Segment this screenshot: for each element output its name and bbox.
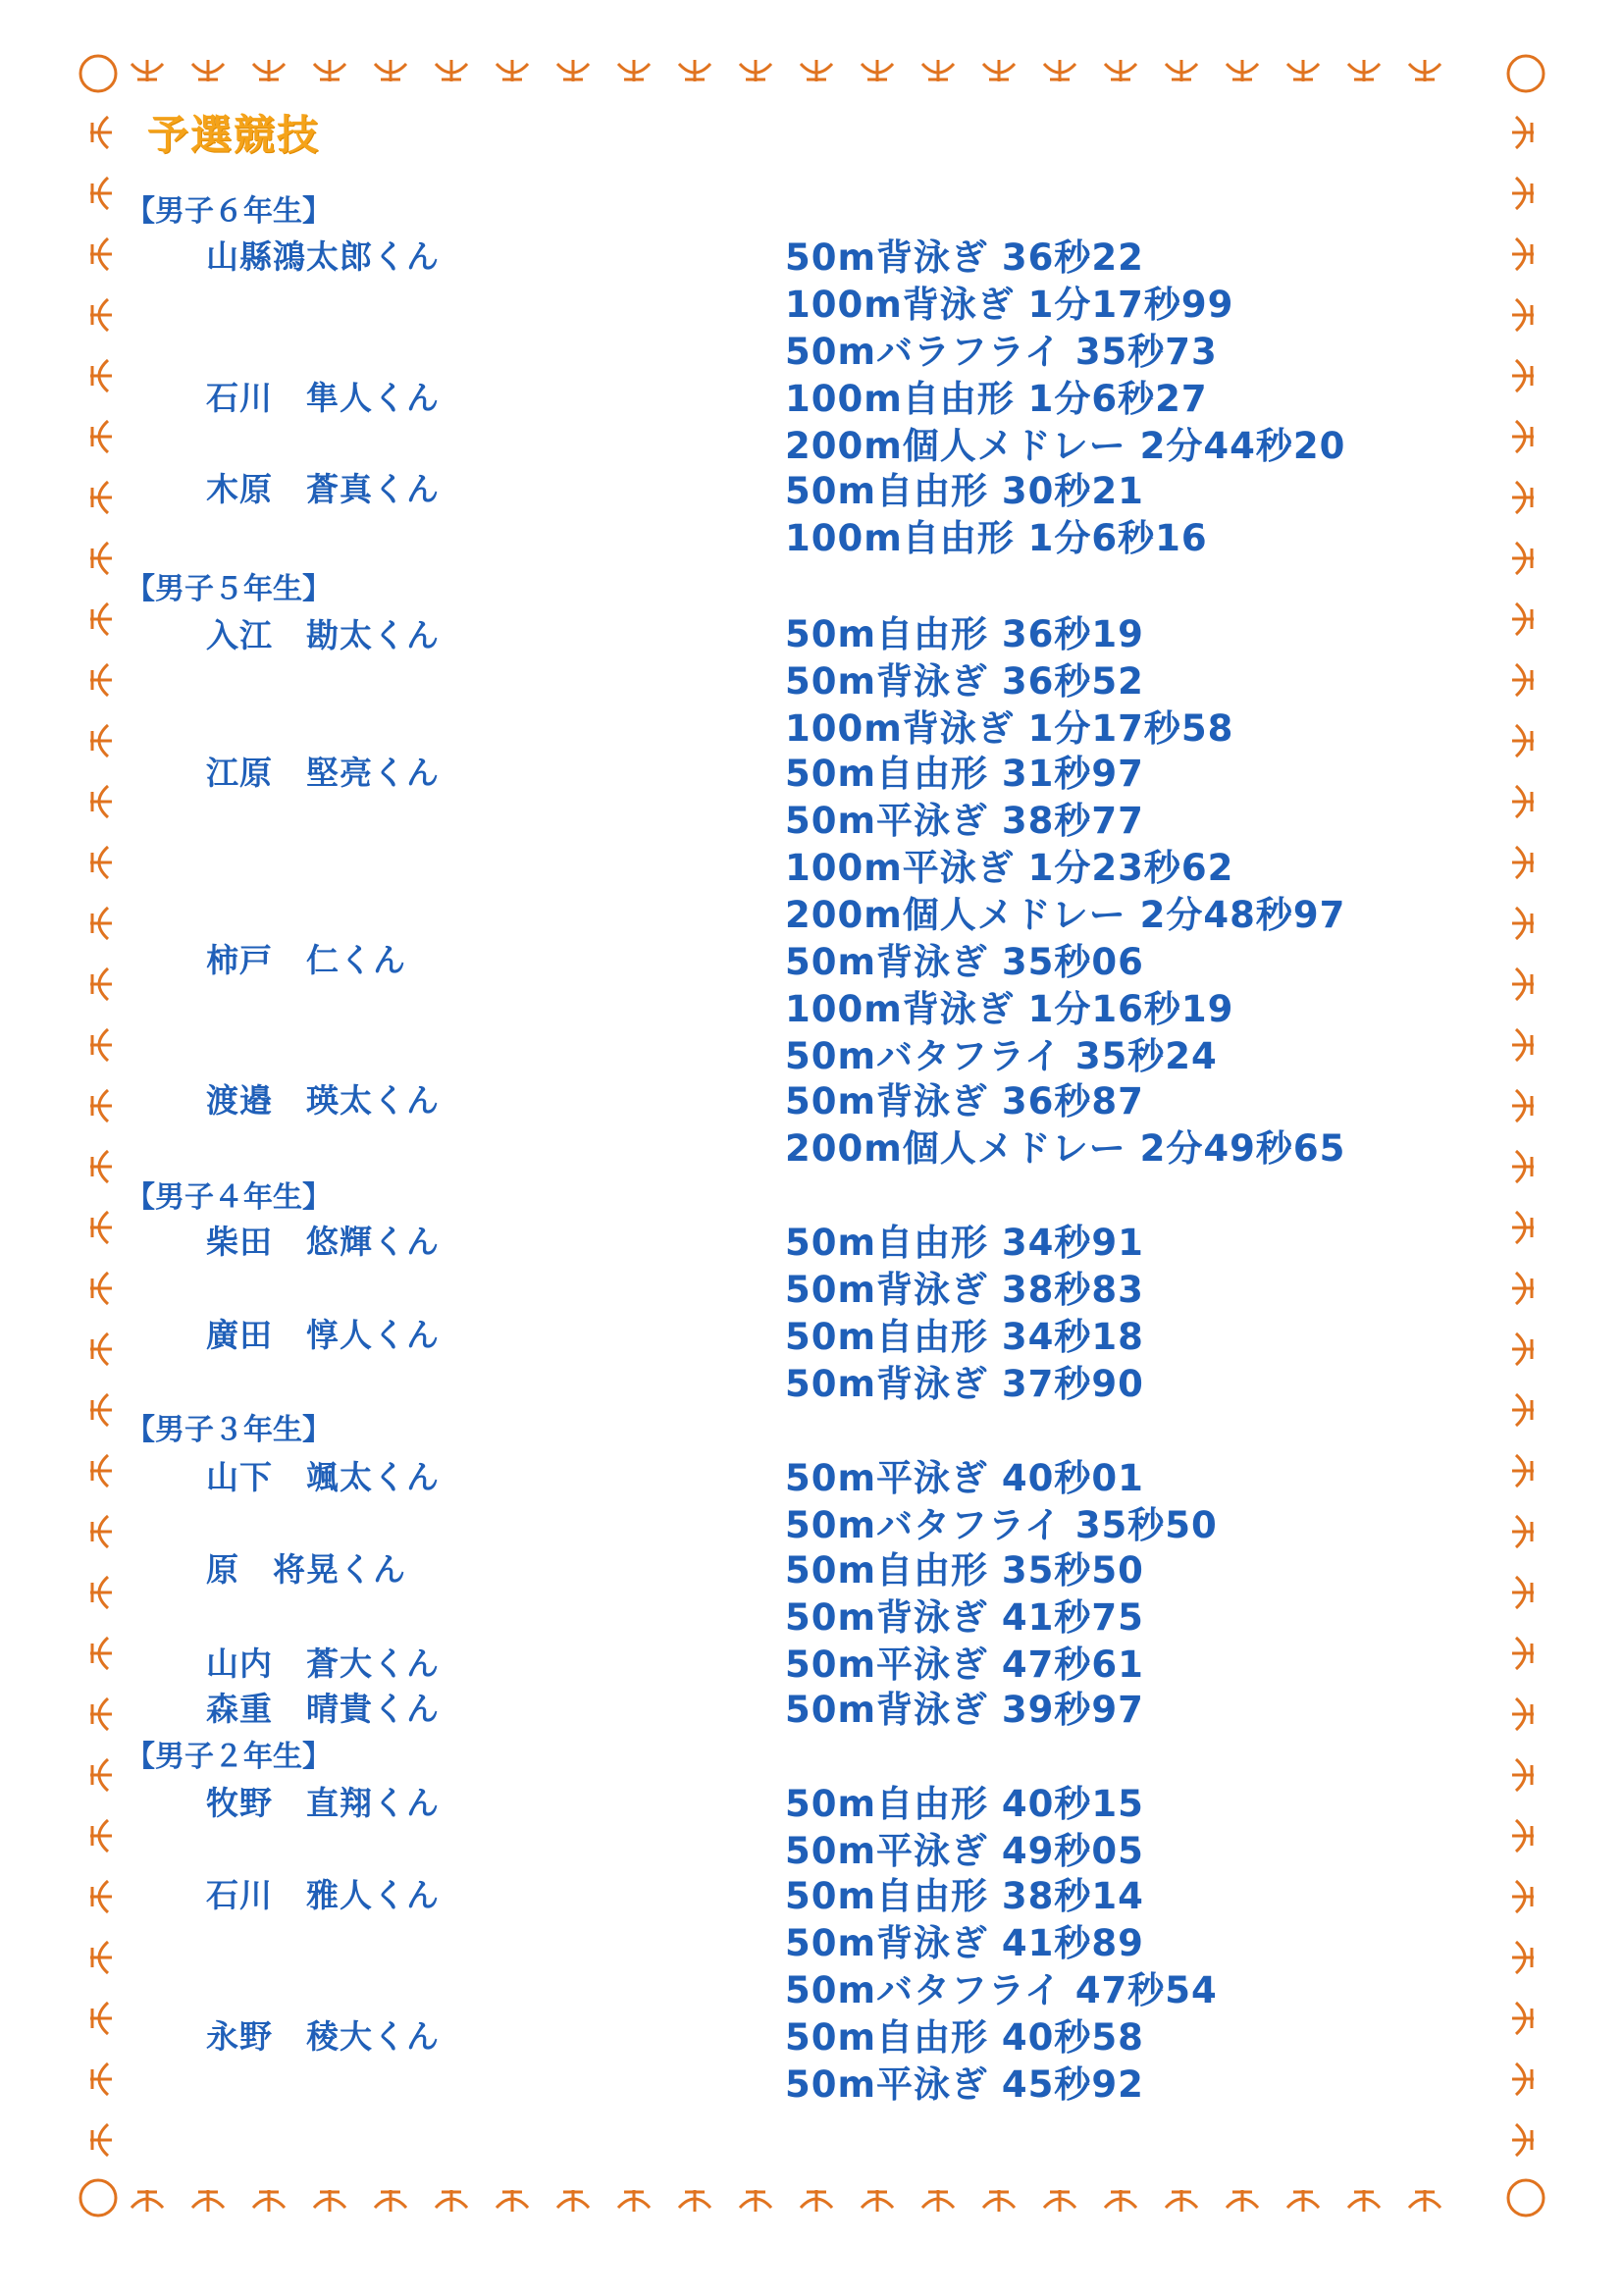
border-ornament	[90, 1151, 112, 1182]
border-ornament	[1512, 482, 1534, 513]
border-ornament	[90, 1759, 112, 1791]
border-ornament	[90, 1577, 112, 1608]
swimmer-result: 50m背泳ぎ 39秒97	[785, 1689, 1144, 1731]
border-ornament	[436, 60, 467, 81]
border-ornament	[679, 2190, 710, 2212]
swimmer-result: 50m平泳ぎ 49秒05	[785, 1830, 1144, 1872]
border-ornament	[90, 2003, 112, 2034]
border-ornament	[1512, 178, 1534, 209]
border-ornament	[90, 2063, 112, 2095]
border-ornament	[314, 2190, 345, 2212]
swimmer-result: 50m平泳ぎ 40秒01	[785, 1457, 1144, 1499]
swimmer-result: 50mバラフライ 35秒73	[785, 331, 1218, 373]
border-ornament	[253, 2190, 285, 2212]
grade-5-heading: 【男子５年生】	[126, 572, 332, 606]
border-ornament	[1512, 1333, 1534, 1365]
border-ornament	[90, 968, 112, 1000]
swimmer-result: 50m背泳ぎ 36秒87	[785, 1080, 1144, 1122]
border-ornament	[1166, 2190, 1197, 2212]
border-ornament	[375, 60, 406, 81]
swimmer-result: 50m背泳ぎ 37秒90	[785, 1363, 1144, 1405]
border-ornament	[375, 2190, 406, 2212]
grade-2-heading: 【男子２年生】	[126, 1740, 332, 1774]
border-ornament	[1044, 2190, 1075, 2212]
border-ornament	[1409, 2190, 1440, 2212]
border-ornament	[1512, 603, 1534, 635]
border-ornament	[1512, 1516, 1534, 1547]
border-ornament	[90, 1029, 112, 1061]
border-ornament	[90, 1333, 112, 1365]
swimmer-result: 50m自由形 40秒15	[785, 1783, 1144, 1825]
border-ornament	[1105, 60, 1136, 81]
border-ornament	[90, 238, 112, 270]
border-ornament	[1512, 1394, 1534, 1426]
grade-4-heading: 【男子４年生】	[126, 1180, 332, 1215]
border-ornament	[679, 60, 710, 81]
swimmer-result: 50m自由形 30秒21	[785, 470, 1144, 512]
border-ornament	[1512, 847, 1534, 878]
border-ornament	[557, 60, 589, 81]
border-ornament	[90, 847, 112, 878]
swimmer-result: 50m自由形 38秒14	[785, 1875, 1144, 1917]
grade-3-heading: 【男子３年生】	[126, 1413, 332, 1447]
swimmer-result: 50m自由形 34秒91	[785, 1222, 1144, 1264]
swimmer-result: 100m平泳ぎ 1分23秒62	[785, 847, 1234, 889]
swimmer-result: 50m背泳ぎ 41秒89	[785, 1922, 1144, 1964]
swimmer-result: 50mバタフライ 35秒50	[785, 1504, 1218, 1546]
border-ornament	[1512, 360, 1534, 391]
corner-ornament	[80, 2180, 116, 2216]
border-ornament	[90, 908, 112, 939]
border-ornament	[1512, 238, 1534, 270]
border-ornament	[1512, 117, 1534, 148]
swimmer-name: 石川 隼人くん	[206, 379, 440, 417]
border-ornament	[740, 2190, 771, 2212]
swimmer-result: 50m自由形 40秒58	[785, 2016, 1144, 2059]
grade-6-heading: 【男子６年生】	[126, 194, 332, 229]
border-ornament	[253, 60, 285, 81]
border-ornament	[90, 1698, 112, 1730]
swimmer-result: 50mバタフライ 47秒54	[785, 1969, 1218, 2011]
border-ornament	[1512, 1820, 1534, 1852]
border-ornament	[1512, 786, 1534, 817]
border-ornament	[922, 2190, 954, 2212]
border-ornament	[1227, 60, 1258, 81]
border-ornament	[192, 2190, 224, 2212]
border-ornament	[1512, 664, 1534, 696]
border-ornament	[314, 60, 345, 81]
border-ornament	[192, 60, 224, 81]
border-ornament	[801, 60, 832, 81]
border-ornament	[90, 725, 112, 757]
swimmer-result: 50m自由形 35秒50	[785, 1549, 1144, 1592]
border-ornament	[1512, 1455, 1534, 1487]
swimmer-result: 100m背泳ぎ 1分17秒58	[785, 707, 1234, 750]
page-title: 予選競技	[147, 111, 321, 159]
swimmer-result: 50m平泳ぎ 45秒92	[785, 2063, 1144, 2106]
border-ornament	[90, 1942, 112, 1973]
swimmer-result: 100m自由形 1分6秒27	[785, 378, 1208, 420]
border-ornament	[90, 543, 112, 574]
border-ornament	[131, 2190, 163, 2212]
border-ornament	[1512, 1942, 1534, 1973]
swimmer-result: 50m背泳ぎ 36秒52	[785, 660, 1144, 703]
border-ornament	[497, 60, 528, 81]
border-ornament	[1044, 60, 1075, 81]
border-ornament	[740, 60, 771, 81]
border-ornament	[90, 1394, 112, 1426]
border-ornament	[436, 2190, 467, 2212]
border-ornament	[1409, 60, 1440, 81]
swimmer-result: 100m背泳ぎ 1分17秒99	[785, 284, 1234, 326]
border-ornament	[1512, 1698, 1534, 1730]
border-ornament	[1512, 299, 1534, 331]
border-ornament	[983, 60, 1015, 81]
swimmer-result: 50m平泳ぎ 38秒77	[785, 800, 1144, 842]
border-ornament	[1348, 60, 1380, 81]
swimmer-result: 50m背泳ぎ 35秒06	[785, 941, 1144, 983]
swimmer-name: 柴田 悠輝くん	[206, 1223, 440, 1261]
border-ornament	[1512, 2003, 1534, 2034]
border-ornament	[90, 1455, 112, 1487]
border-ornament	[1166, 60, 1197, 81]
border-ornament	[90, 482, 112, 513]
border-ornament	[862, 60, 893, 81]
swimmer-name: 木原 蒼真くん	[206, 470, 440, 508]
border-ornament	[557, 2190, 589, 2212]
swimmer-result: 100m自由形 1分6秒16	[785, 517, 1208, 559]
border-ornament	[1512, 2063, 1534, 2095]
swimmer-name: 原 将晃くん	[206, 1550, 406, 1589]
border-ornament	[1512, 1212, 1534, 1243]
border-ornament	[90, 1273, 112, 1304]
swimmer-result: 50m背泳ぎ 36秒22	[785, 236, 1144, 279]
swimmer-name: 柿戸 仁くん	[206, 941, 406, 979]
swimmer-name: 入江 勘太くん	[206, 616, 440, 654]
border-ornament	[131, 60, 163, 81]
border-ornament	[1512, 1638, 1534, 1669]
swimmer-name: 山縣鴻太郎くん	[206, 237, 440, 276]
swimmer-result: 50m平泳ぎ 47秒61	[785, 1644, 1144, 1686]
swimmer-result: 200m個人メドレー 2分49秒65	[785, 1127, 1346, 1170]
border-ornament	[90, 1212, 112, 1243]
border-ornament	[90, 299, 112, 331]
swimmer-name: 江原 堅亮くん	[206, 754, 440, 792]
border-ornament	[90, 421, 112, 452]
border-ornament	[90, 664, 112, 696]
swimmer-result: 50m自由形 36秒19	[785, 613, 1144, 655]
border-ornament	[1512, 1273, 1534, 1304]
corner-ornament	[1508, 56, 1544, 91]
border-ornament	[1512, 1881, 1534, 1912]
corner-ornament	[1508, 2180, 1544, 2216]
border-ornament	[1512, 725, 1534, 757]
border-ornament	[90, 117, 112, 148]
border-ornament	[90, 1820, 112, 1852]
border-ornament	[1512, 968, 1534, 1000]
border-ornament	[90, 178, 112, 209]
swimmer-result: 100m背泳ぎ 1分16秒19	[785, 988, 1234, 1030]
swimmer-result: 50m自由形 31秒97	[785, 753, 1144, 795]
border-ornament	[90, 2124, 112, 2156]
border-ornament	[497, 2190, 528, 2212]
swimmer-result: 200m個人メドレー 2分44秒20	[785, 425, 1346, 467]
border-ornament	[1512, 543, 1534, 574]
swimmer-result: 50mバタフライ 35秒24	[785, 1035, 1218, 1077]
border-ornament	[1512, 1577, 1534, 1608]
swimmer-name: 牧野 直翔くん	[206, 1784, 440, 1822]
border-ornament	[801, 2190, 832, 2212]
border-ornament	[1512, 908, 1534, 939]
border-ornament	[90, 1638, 112, 1669]
border-ornament	[1512, 1759, 1534, 1791]
swimmer-name: 石川 雅人くん	[206, 1876, 440, 1914]
border-ornament	[1287, 60, 1319, 81]
swimmer-result: 50m自由形 34秒18	[785, 1316, 1144, 1358]
border-ornament	[1287, 2190, 1319, 2212]
border-ornament	[1512, 2124, 1534, 2156]
border-ornament	[1512, 421, 1534, 452]
swimmer-name: 永野 稜大くん	[206, 2017, 440, 2056]
border-ornament	[1227, 2190, 1258, 2212]
border-ornament	[90, 1516, 112, 1547]
swimmer-result: 50m背泳ぎ 41秒75	[785, 1596, 1144, 1639]
swimmer-name: 渡邉 瑛太くん	[206, 1081, 440, 1120]
border-ornament	[90, 1090, 112, 1122]
swimmer-result: 50m背泳ぎ 38秒83	[785, 1269, 1144, 1311]
corner-ornament	[80, 56, 116, 91]
border-ornament	[1512, 1029, 1534, 1061]
border-ornament	[922, 60, 954, 81]
swimmer-result: 200m個人メドレー 2分48秒97	[785, 894, 1346, 936]
border-ornament	[90, 360, 112, 391]
swimmer-name: 山内 蒼大くん	[206, 1644, 440, 1683]
border-ornament	[1512, 1151, 1534, 1182]
border-ornament	[1512, 1090, 1534, 1122]
border-ornament	[90, 786, 112, 817]
swimmer-name: 山下 颯太くん	[206, 1458, 440, 1496]
border-ornament	[862, 2190, 893, 2212]
border-ornament	[618, 2190, 650, 2212]
border-ornament	[618, 60, 650, 81]
border-ornament	[983, 2190, 1015, 2212]
swimmer-name: 森重 晴貴くん	[206, 1690, 440, 1728]
border-ornament	[90, 1881, 112, 1912]
border-ornament	[1348, 2190, 1380, 2212]
swimmer-name: 廣田 惇人くん	[206, 1316, 440, 1354]
border-ornament	[1105, 2190, 1136, 2212]
border-ornament	[90, 603, 112, 635]
